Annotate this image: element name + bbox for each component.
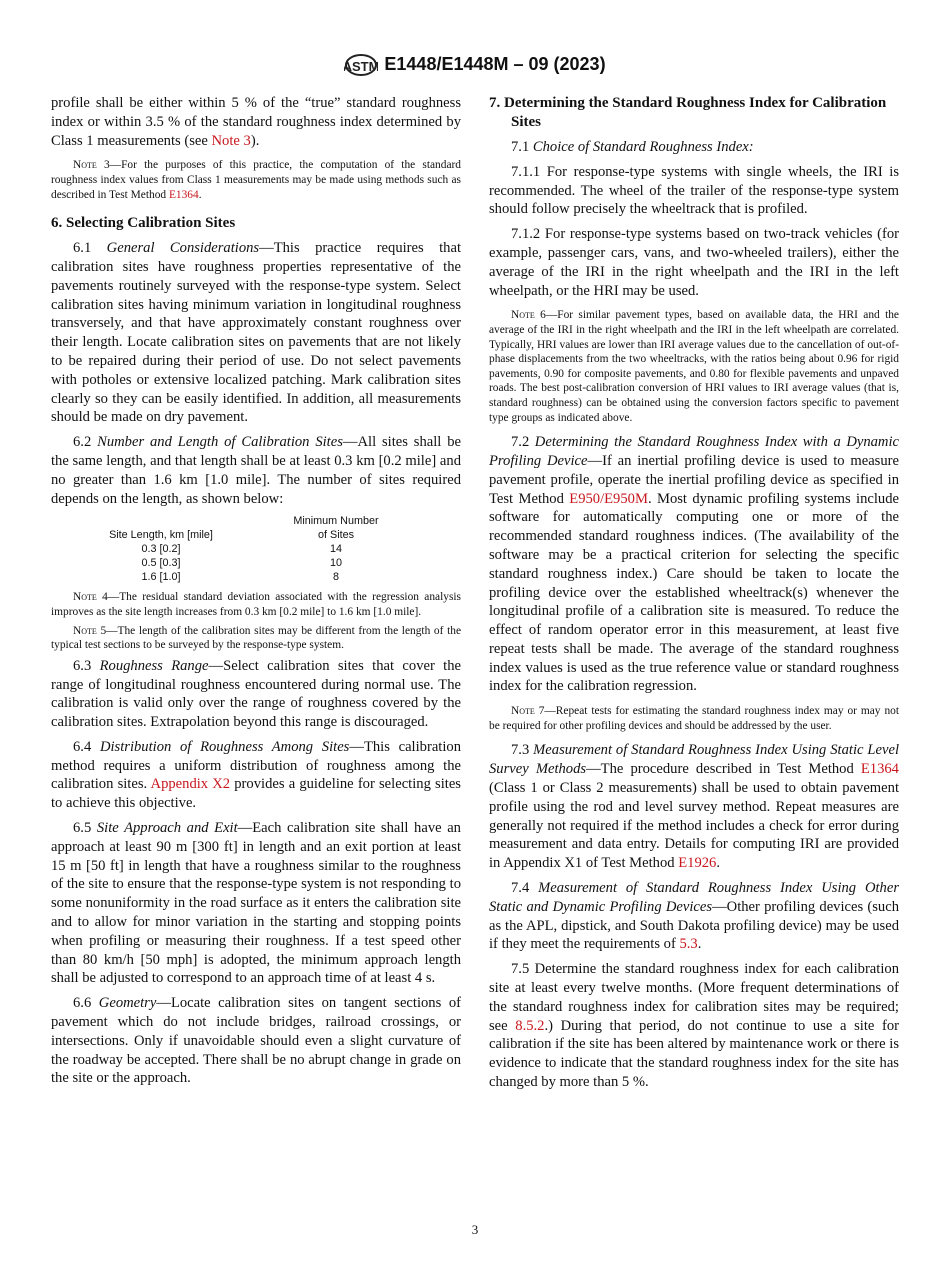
text-run: .	[697, 936, 702, 953]
text-run: (Class 1 or Class 2 measurements) shall be used to obtain pavement profile using the rod and level survey method. Repeat measures are generally not required if the method includes a check for error during measurement and data entry. Details for computing IRI are provided in Appendix X1 of Test Method	[489, 780, 899, 872]
cross-reference-link[interactable]: Note 3	[211, 132, 251, 149]
text-run: —Select calibration sites that cover the range of longitudinal roughness encountered during normal use. The calibration is valid only over the range of roughness covered by the calibration sites. Extrapolation beyond this range is discouraged.	[51, 657, 462, 731]
body-paragraph	[51, 433, 461, 508]
text-run: 6—For similar pavement types, based on available data, the HRI and the average of the IRI in the right wheelpath and the IRI in the left wheelpath are correlated. Typically, HRI values are lower than IRI average values due to the cancellation of out-of-phase displacements from the two wheeltracks, with the ratios being about 0.96 for rigid pavements, 0.90 for composite pavements, and 0.80 for flexible pavements and unpaved roads. The best post-calibration conversion of HRI values to IRI average values (that is, standard roughness) can be obtained using the conversion factors specific to pavement type groups as indicated above.	[489, 309, 899, 424]
text-run: . Most dynamic profiling systems include software for automatically computing one or more of the recommended standard roughness indices. (The availability of the software may be a practical criterion for selecting the specific standard roughness index.) Care should be taken to locate the profiling device over the established wheeltrack(s) whenever the longitudinal profile of a calibration site is measured. To reduce the effect of random operator error in this measurement, at least five repeat tests shall be made. The average of the standard roughness index values is used as the true reference value or standard roughness index for the calibration regression.	[489, 490, 899, 695]
cross-reference-link[interactable]: E1364	[168, 188, 199, 201]
table-header: Minimum Number of Sites	[293, 515, 379, 542]
note-paragraph	[51, 158, 461, 202]
italic-run-in-title: Number and Length of Calibration Sites	[97, 434, 343, 451]
page-header	[0, 52, 950, 78]
document-designation: E1448/E1448M – 09 (2023)	[384, 53, 606, 74]
left-column	[51, 94, 461, 1094]
body-paragraph	[51, 994, 461, 1088]
text-run: 7.4	[511, 880, 539, 897]
site-length-table	[91, 514, 441, 584]
note-paragraph	[489, 704, 899, 733]
text-run: 6.1	[73, 240, 107, 257]
text-run: 6.5	[73, 820, 97, 837]
body-paragraph	[489, 741, 899, 873]
italic-run-in-title: Distribution of Roughness Among Sites	[99, 738, 350, 755]
text-run: 7—Repeat tests for estimating the standard roughness index may or may not be required for other profiling devices and should be addressed by the user.	[489, 705, 899, 732]
table-cell: 8	[332, 571, 339, 584]
text-run: —Locate calibration sites on tangent sections of pavement which do not include bridges, railroad crossings, or intersections. Only if unavoidable should even a slight curvature of the roadway be accepted. There shall be no abrupt change in grade on the site or the approach.	[51, 995, 461, 1087]
cross-reference-link[interactable]: 8.5.2	[515, 1017, 545, 1034]
text-run: 5—The length of the calibration sites may be different from the length of the typical test sections to be surveyed by the response-type system.	[51, 624, 461, 652]
right-column	[489, 94, 899, 1098]
body-paragraph	[489, 879, 899, 954]
text-run: —Each calibration site shall have an approach at least 90 m [300 ft] in length and an exit portion at least 15 m [50 ft] in length that have a roughness similar to the roughness of the site to ensure that the response-type system is not responding to some nonuniformity in the road surface as it enters the calibration site and to allow for minor variation in the starting and stopping points when profiling or measuring their roughness. If a test speed other than 80 km/h [50 mph] is adopted, the minimum approach length shall be adjusted to correspond to an approach time of at least 4 s.	[51, 820, 461, 987]
text-run: 7.1.2 For response-type systems based on two-track vehicles (for example, passenger cars, vans, and two-wheeled trailers), either the average of the IRI in the right wheelpath and the IRI in the left wheelpath, or the HRI may be used.	[489, 226, 899, 299]
cross-reference-link[interactable]: E1364	[860, 761, 899, 778]
table-row	[91, 570, 441, 584]
text-run: 6. Selecting Calibration Sites	[51, 215, 236, 232]
body-paragraph	[489, 163, 899, 219]
table-header: Site Length, km [mile]	[109, 529, 213, 542]
text-run: —All sites shall be the same length, and that length shall be at least 0.3 km [0.2 mile] and no greater than 1.6 km [1.0 mile]. The number of sites required depends on the length, as shown below:	[51, 434, 461, 507]
text-run: —If an inertial profiling device is used to measure pavement profile, operate the inertial profiling device as specified in Test Method	[489, 452, 899, 507]
text-run: 3—For the purposes of this practice, the computation of the standard roughness index values from Class 1 measurements may be made using methods such as described in Test Method	[51, 159, 461, 201]
table-row	[91, 556, 441, 570]
body-paragraph	[51, 738, 461, 813]
italic-run-in-title: General Considerations	[106, 240, 260, 257]
text-run: ).	[250, 132, 260, 149]
note-label: Note	[73, 159, 97, 172]
text-run: 6.2	[73, 434, 98, 451]
body-paragraph	[489, 138, 899, 157]
cross-reference-link[interactable]: 5.3	[679, 936, 698, 953]
italic-run-in-title: Determining the Standard Roughness Index with a Dynamic Profiling Device	[489, 434, 899, 469]
text-run: —This practice requires that calibration sites have roughness properties representative of the pavements routinely surveyed with the response-type system. Select calibration sites having minimum variation in longitudinal roughness transversely, and that have approximately constant roughness over their length. Locate calibration sites on pavements that are not likely to be repaired during their period of use. Do not select pavements with potholes or extensive localized patching. Mark calibration sites clearly so they can be easily identified. In addition, all measurements should be made on dry pavement.	[51, 240, 462, 426]
note-label: Note	[73, 624, 97, 637]
text-run: 4—The residual standard deviation associated with the regression analysis improves as the site length increases from 0.3 km [0.2 mile] to 1.6 km [1.0 mile].	[51, 591, 461, 618]
italic-run-in-title: Choice of Standard Roughness Index:	[532, 139, 754, 155]
text-run: 6.6	[73, 995, 99, 1012]
text-run: 7.3	[511, 742, 534, 759]
table-cell: 1.6 [1.0]	[141, 571, 181, 584]
text-run: .) During that period, do not continue to use a site for calibration if the site has been altered by maintenance work or there is evidence to indicate that the standard roughness index for the site has changed by more than 5 %.	[489, 1017, 899, 1091]
page-number: 3	[471, 1222, 479, 1237]
note-label: Note	[511, 705, 535, 718]
text-run: 7.1.1 For response-type systems with single wheels, the IRI is recommended. The wheel of the trailer of the response-type system should follow precisely the wheeltrack that is profiled.	[489, 163, 899, 218]
body-paragraph	[51, 657, 461, 732]
italic-run-in-title: Roughness Range	[99, 657, 209, 674]
section-heading	[489, 94, 899, 132]
text-run: .	[716, 855, 720, 872]
svg-text:ASTM: ASTM	[344, 59, 379, 74]
text-run: —The procedure described in Test Method	[586, 761, 861, 778]
italic-run-in-title: Geometry	[98, 995, 157, 1012]
text-run: —This calibration method requires a uniform distribution of roughness among the calibration sites.	[51, 738, 462, 793]
italic-run-in-title: Measurement of Standard Roughness Index Using Static Level Survey Methods	[489, 742, 899, 778]
italic-run-in-title: Measurement of Standard Roughness Index Using Other Static and Dynamic Profiling Devices	[489, 880, 900, 915]
text-run: 7.5 Determine the standard roughness index for each calibration site at least every twelve months. (More frequent determinations of the standard roughness index for calibration sites may be required; see	[489, 961, 899, 1034]
body-paragraph	[489, 225, 899, 300]
italic-run-in-title: Site Approach and Exit	[96, 820, 238, 837]
cross-reference-link[interactable]: Appendix X2	[150, 776, 231, 793]
cross-reference-link[interactable]: E950/E950M	[569, 490, 648, 507]
cross-reference-link[interactable]: E1926	[678, 855, 717, 872]
note-paragraph	[51, 590, 461, 619]
text-run: 7. Determining the Standard Roughness Index for Calibration Sites	[489, 95, 887, 130]
table-row	[91, 542, 441, 556]
astm-logo-icon	[344, 52, 378, 78]
body-paragraph	[51, 94, 461, 150]
table-cell: 0.5 [0.3]	[141, 557, 181, 570]
body-paragraph	[51, 819, 461, 988]
text-run: 6.3	[73, 657, 100, 674]
text-run: 6.4	[73, 738, 100, 755]
table-cell: 0.3 [0.2]	[141, 543, 181, 556]
body-paragraph	[489, 960, 899, 1092]
text-run: provides a guideline for selecting sites to achieve this objective.	[51, 776, 461, 812]
note-label: Note	[511, 309, 535, 322]
text-run: 7.1	[511, 139, 533, 155]
note-paragraph	[489, 308, 899, 425]
note-label: Note	[73, 591, 97, 604]
table-cell: 14	[329, 543, 342, 556]
text-run: —Other profiling devices (such as the APL, dipstick, and South Dakota profiling device) may be used if they meet the requirements of	[489, 898, 899, 953]
section-heading	[51, 214, 461, 233]
note-paragraph	[51, 624, 461, 653]
table-cell: 10	[329, 557, 342, 570]
body-paragraph	[51, 239, 461, 427]
text-run: profile shall be either within 5 % of the “true” standard roughness index or within 3.5 % of the standard roughness index determined by Class 1 measurements (see	[51, 95, 461, 149]
text-run: .	[198, 188, 202, 201]
body-paragraph	[489, 433, 899, 696]
text-run: 7.2	[511, 434, 535, 451]
